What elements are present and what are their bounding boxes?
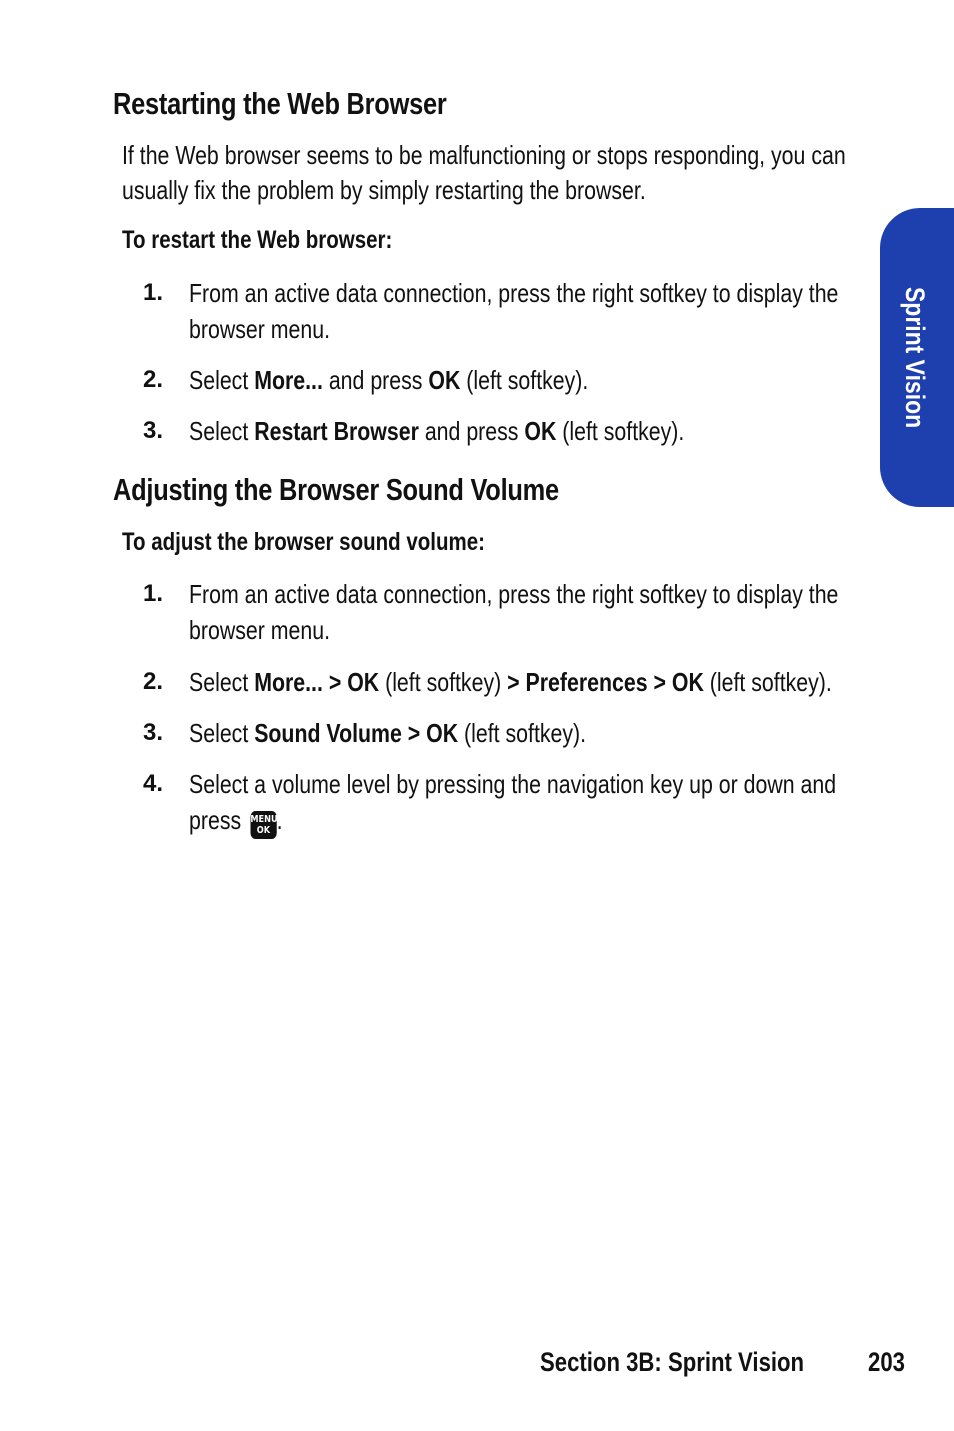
step-text bbox=[189, 275, 838, 347]
step-number: 4. bbox=[143, 770, 164, 797]
step-text bbox=[189, 362, 588, 398]
step-text-part: (left softkey). bbox=[556, 416, 685, 446]
step-text-part: (left softkey). bbox=[703, 667, 832, 697]
softkey-name: OK bbox=[524, 416, 557, 446]
step-text-part: and press bbox=[418, 416, 525, 446]
menu-key-bottom-label: OK bbox=[256, 825, 271, 836]
step-text-part: Select bbox=[189, 416, 255, 446]
step-text-part: (left softkey). bbox=[460, 365, 589, 395]
list-item bbox=[143, 664, 883, 700]
step-number: 1. bbox=[143, 279, 164, 306]
page-number: 203 bbox=[868, 1347, 905, 1377]
softkey-name: OK bbox=[428, 365, 461, 395]
step-text-part: (left softkey) bbox=[379, 667, 508, 697]
section-heading-restarting: Restarting the Web Browser bbox=[113, 86, 447, 121]
step-text bbox=[189, 715, 586, 751]
procedure-title-volume: To adjust the browser sound volume: bbox=[122, 528, 485, 556]
step-text-part: (left softkey). bbox=[458, 718, 587, 748]
step-number: 3. bbox=[143, 719, 164, 746]
menu-path: More... > OK bbox=[254, 667, 380, 697]
step-text-line: Select a volume level by pressing the navigation key up or down and bbox=[189, 769, 837, 799]
list-item bbox=[143, 413, 883, 449]
step-number: 2. bbox=[143, 366, 164, 393]
step-text-part: and press bbox=[322, 365, 429, 395]
step-text-line bbox=[189, 802, 836, 839]
list-item bbox=[143, 576, 883, 648]
menu-path: Sound Volume > OK bbox=[254, 718, 459, 748]
step-text-part: Select bbox=[189, 667, 255, 697]
menu-path: Restart Browser bbox=[254, 416, 419, 446]
intro-paragraph-line-1: If the Web browser seems to be malfunctioning or stops responding, you can bbox=[122, 140, 846, 170]
footer-section-title: Section 3B: Sprint Vision bbox=[540, 1347, 805, 1377]
menu-key-top-label: MENU bbox=[250, 814, 278, 825]
step-text-part: Select bbox=[189, 365, 255, 395]
step-text-part: . bbox=[276, 805, 283, 835]
side-tab-label: Sprint Vision bbox=[900, 287, 930, 429]
step-text-line: From an active data connection, press the right softkey to display the bbox=[189, 278, 839, 308]
list-item bbox=[143, 362, 883, 398]
list-item bbox=[143, 715, 883, 751]
step-text-line: browser menu. bbox=[189, 314, 331, 344]
step-number: 1. bbox=[143, 580, 164, 607]
list-item bbox=[143, 766, 883, 838]
step-number: 3. bbox=[143, 417, 164, 444]
step-text-part: Select bbox=[189, 718, 255, 748]
intro-paragraph-line-2: usually fix the problem by simply restarting the browser. bbox=[122, 175, 646, 205]
step-text bbox=[189, 766, 836, 839]
list-item bbox=[143, 275, 883, 347]
step-text bbox=[189, 413, 684, 449]
step-text-line: From an active data connection, press the right softkey to display the bbox=[189, 579, 839, 609]
step-number: 2. bbox=[143, 668, 164, 695]
menu-path: More... bbox=[254, 365, 323, 395]
procedure-title-restart: To restart the Web browser: bbox=[122, 226, 393, 254]
menu-path: > Preferences > OK bbox=[507, 667, 704, 697]
step-text-part: press bbox=[189, 805, 248, 835]
menu-ok-key-icon bbox=[250, 811, 276, 839]
step-text bbox=[189, 576, 838, 648]
step-text bbox=[189, 664, 832, 700]
step-text-line: browser menu. bbox=[189, 615, 331, 645]
section-heading-sound-volume: Adjusting the Browser Sound Volume bbox=[113, 472, 559, 507]
